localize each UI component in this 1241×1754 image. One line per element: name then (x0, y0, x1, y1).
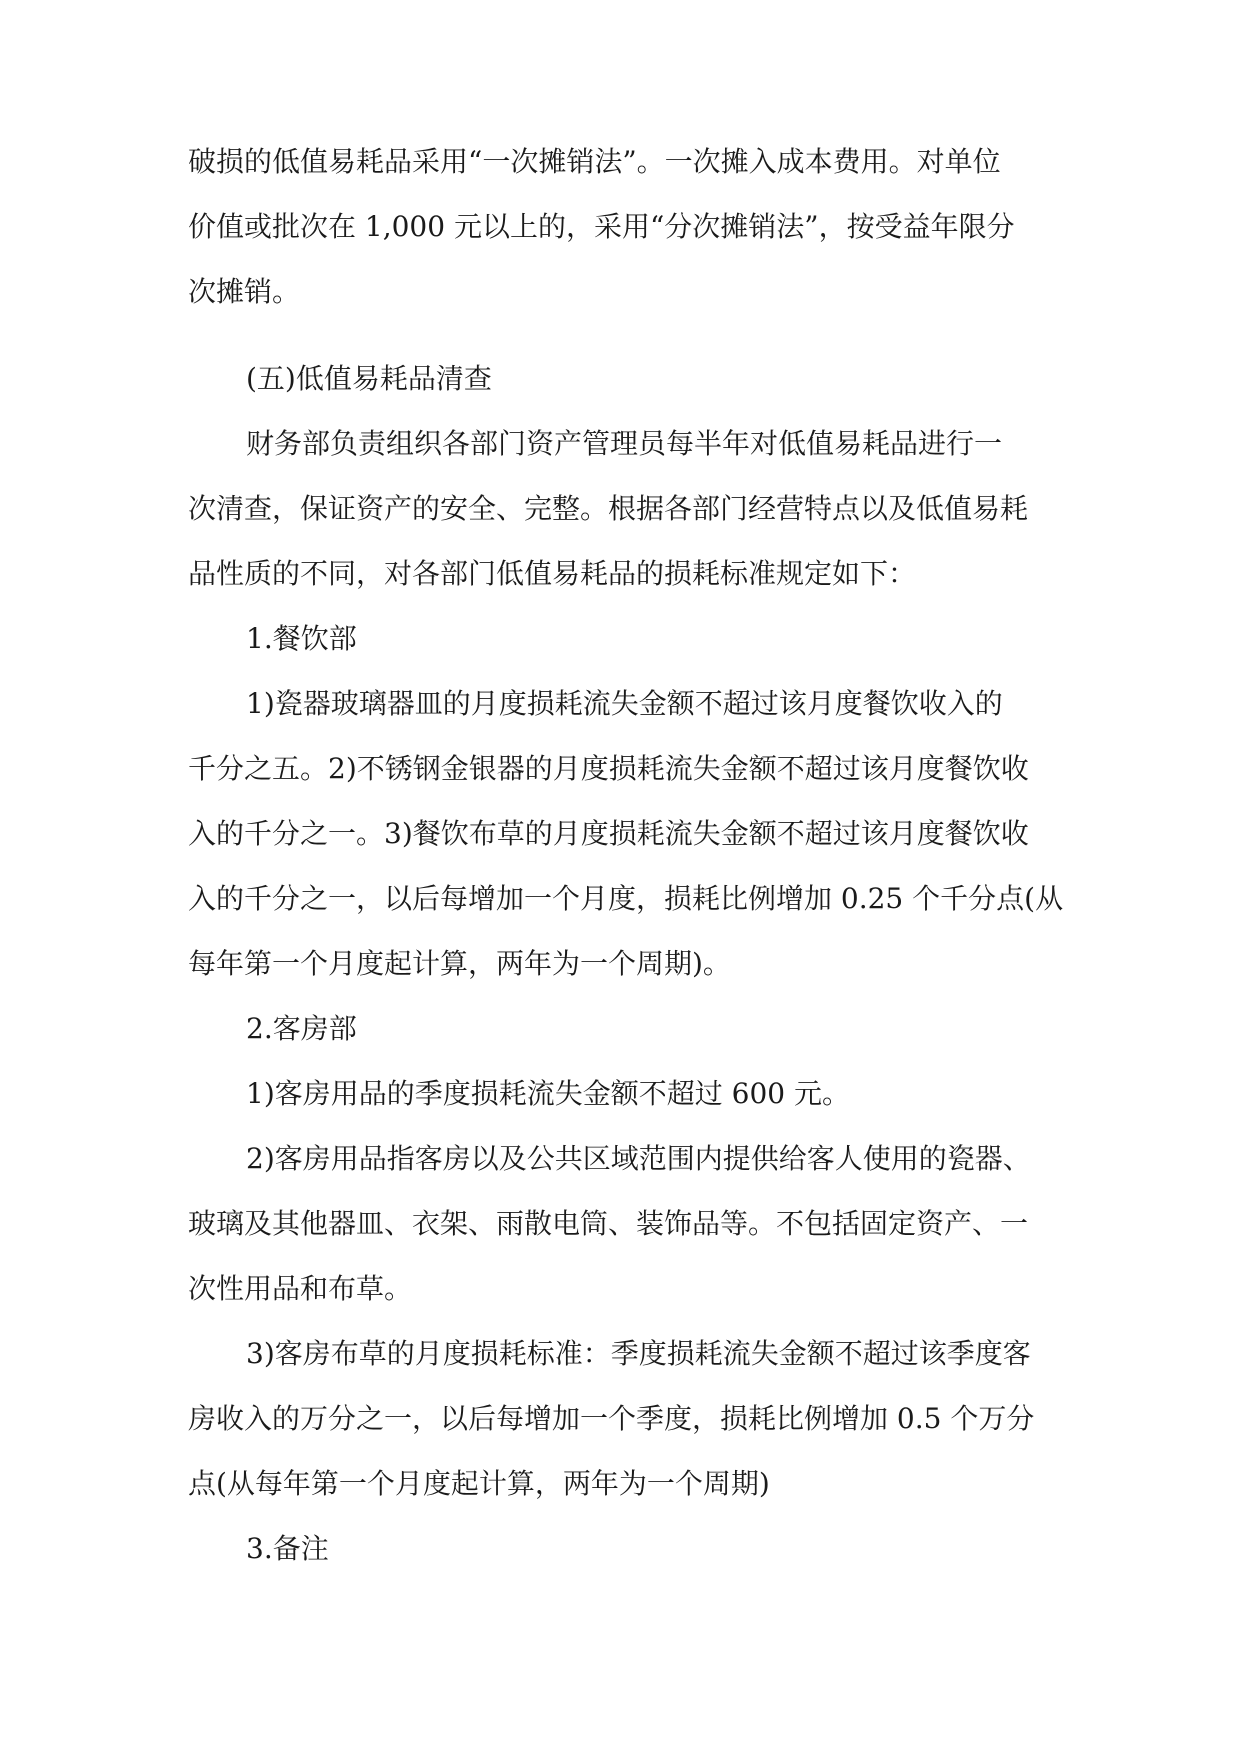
text-line: 品性质的不同，对各部门低值易耗品的损耗标准规定如下： (188, 557, 917, 590)
text-line: 玻璃及其他器皿、衣架、雨散电筒、装饰品等。不包括固定资产、一 (188, 1207, 1029, 1240)
text-line: 破损的低值易耗品采用“一次摊销法”。一次摊入成本费用。对单位 (188, 145, 1001, 178)
text-line: 财务部负责组织各部门资产管理员每半年对低值易耗品进行一 (246, 427, 1003, 460)
subsection-heading: 3.备注 (246, 1532, 329, 1565)
text-line: 次清查，保证资产的安全、完整。根据各部门经营特点以及低值易耗 (188, 492, 1029, 525)
text-line: 3)客房布草的月度损耗标准：季度损耗流失金额不超过该季度客 (246, 1337, 1031, 1370)
text-line: 2)客房用品指客房以及公共区域范围内提供给客人使用的瓷器、 (246, 1142, 1031, 1175)
subsection-heading: 2.客房部 (246, 1012, 357, 1045)
text-line: 点(从每年第一个月度起计算，两年为一个周期) (188, 1467, 770, 1500)
text-line: 价值或批次在 1,000 元以上的，采用“分次摊销法”，按受益年限分 (188, 210, 1015, 243)
subsection-heading: 1.餐饮部 (246, 622, 357, 655)
text-line: 1)客房用品的季度损耗流失金额不超过 600 元。 (246, 1077, 850, 1110)
text-line: 入的千分之一。3)餐饮布草的月度损耗流失金额不超过该月度餐饮收 (188, 817, 1029, 850)
text-line: 次摊销。 (188, 275, 301, 308)
text-line: 次性用品和布草。 (188, 1272, 413, 1305)
text-line: 房收入的万分之一，以后每增加一个季度，损耗比例增加 0.5 个万分 (188, 1402, 1035, 1435)
text-line: 千分之五。2)不锈钢金银器的月度损耗流失金额不超过该月度餐饮收 (188, 752, 1029, 785)
text-line: 入的千分之一，以后每增加一个月度，损耗比例增加 0.25 个千分点(从 (188, 882, 1064, 915)
section-heading: (五)低值易耗品清查 (246, 362, 492, 395)
text-line: 1)瓷器玻璃器皿的月度损耗流失金额不超过该月度餐饮收入的 (246, 687, 1003, 720)
text-line: 每年第一个月度起计算，两年为一个周期)。 (188, 947, 731, 980)
